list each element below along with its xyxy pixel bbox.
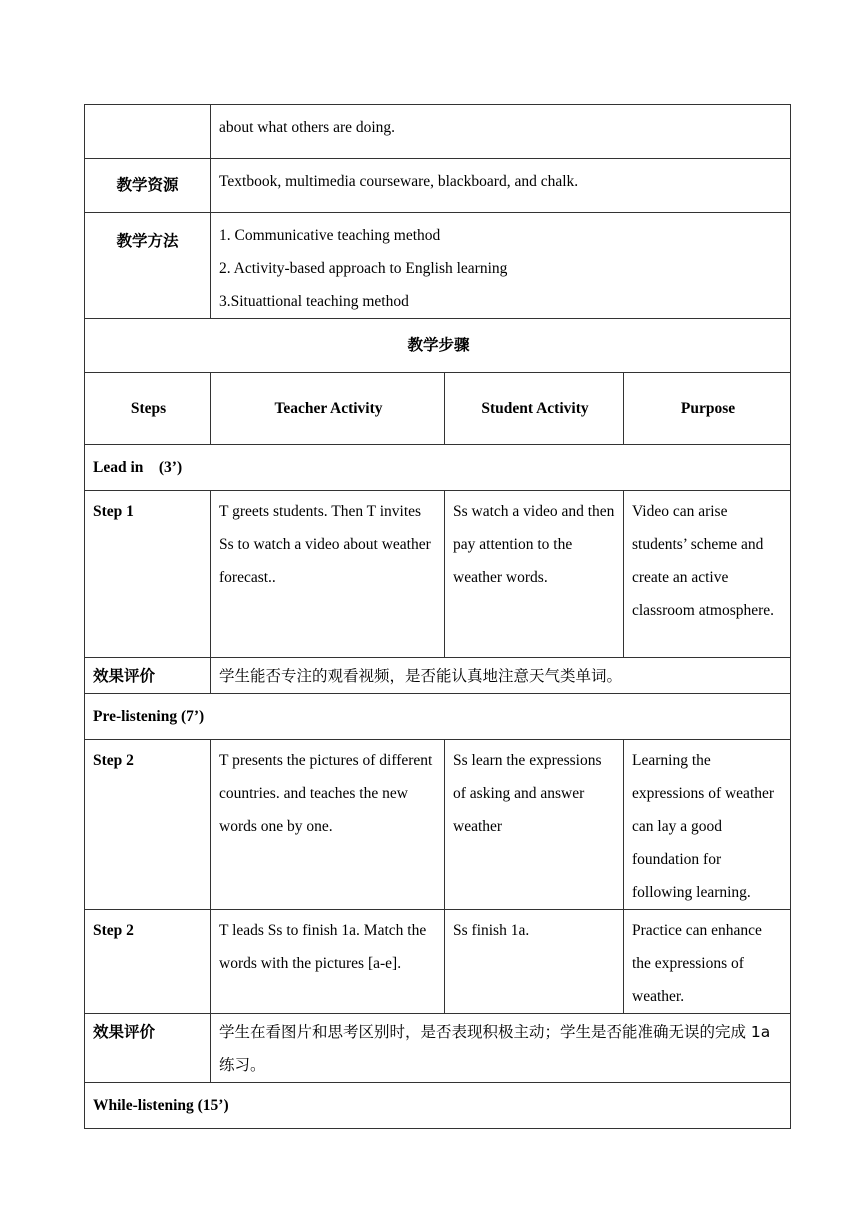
- evaluation-row: [85, 658, 791, 694]
- column-header-teacher: Teacher Activity: [211, 373, 445, 445]
- section-row: [85, 445, 791, 491]
- objective-text: about what others are doing.: [211, 105, 791, 159]
- objective-row: [85, 105, 791, 159]
- resources-row: [85, 159, 791, 213]
- step-label: Step 2: [85, 740, 211, 910]
- method-item: 1. Communicative teaching method: [219, 227, 441, 244]
- column-header-row: [85, 373, 791, 445]
- method-item: 2. Activity-based approach to English learning: [219, 260, 508, 277]
- step-row: [85, 740, 791, 910]
- evaluation-text: 学生能否专注的观看视频，是否能认真地注意天气类单词。: [211, 658, 791, 694]
- evaluation-row: [85, 1014, 791, 1083]
- section-row: [85, 1083, 791, 1129]
- section-title-lead-in: Lead in (3’): [85, 445, 791, 491]
- evaluation-label: 效果评价: [85, 658, 211, 694]
- lesson-plan-table: [84, 104, 791, 1129]
- evaluation-text: 学生在看图片和思考区别时，是否表现积极主动；学生是否能准确无误的完成 1a 练习。: [211, 1014, 791, 1083]
- teacher-activity: T presents the pictures of different countries. and teaches the new words one by one.: [211, 740, 445, 910]
- resources-text: Textbook, multimedia courseware, blackboard, and chalk.: [211, 159, 791, 213]
- section-title-while-listening: While-listening (15’): [85, 1083, 791, 1129]
- purpose: Practice can enhance the expressions of weather.: [624, 910, 791, 1014]
- evaluation-label: 效果评价: [85, 1014, 211, 1083]
- resources-label: 教学资源: [85, 159, 211, 213]
- method-item: 3.Situattional teaching method: [219, 293, 409, 310]
- steps-title: 教学步骤: [85, 319, 791, 373]
- student-activity: Ss watch a video and then pay attention to the weather words.: [445, 491, 624, 658]
- step-row: [85, 910, 791, 1014]
- column-header-student: Student Activity: [445, 373, 624, 445]
- column-header-steps: Steps: [85, 373, 211, 445]
- teacher-activity: T leads Ss to finish 1a. Match the words with the pictures [a-e].: [211, 910, 445, 1014]
- step-label: Step 2: [85, 910, 211, 1014]
- methods-row: [85, 213, 791, 319]
- steps-title-row: [85, 319, 791, 373]
- student-activity: Ss finish 1a.: [445, 910, 624, 1014]
- step-label: Step 1: [85, 491, 211, 658]
- methods-label: 教学方法: [85, 213, 211, 319]
- purpose: Learning the expressions of weather can lay a good foundation for following learning.: [624, 740, 791, 910]
- column-header-purpose: Purpose: [624, 373, 791, 445]
- purpose: Video can arise students’ scheme and create an active classroom atmosphere.: [624, 491, 791, 658]
- teacher-activity: T greets students. Then T invites Ss to watch a video about weather forecast..: [211, 491, 445, 658]
- step-row: [85, 491, 791, 658]
- objective-label-cell: [85, 105, 211, 159]
- student-activity: Ss learn the expressions of asking and answer weather: [445, 740, 624, 910]
- section-title-pre-listening: Pre-listening (7’): [85, 694, 791, 740]
- section-row: [85, 694, 791, 740]
- methods-list: [211, 213, 791, 319]
